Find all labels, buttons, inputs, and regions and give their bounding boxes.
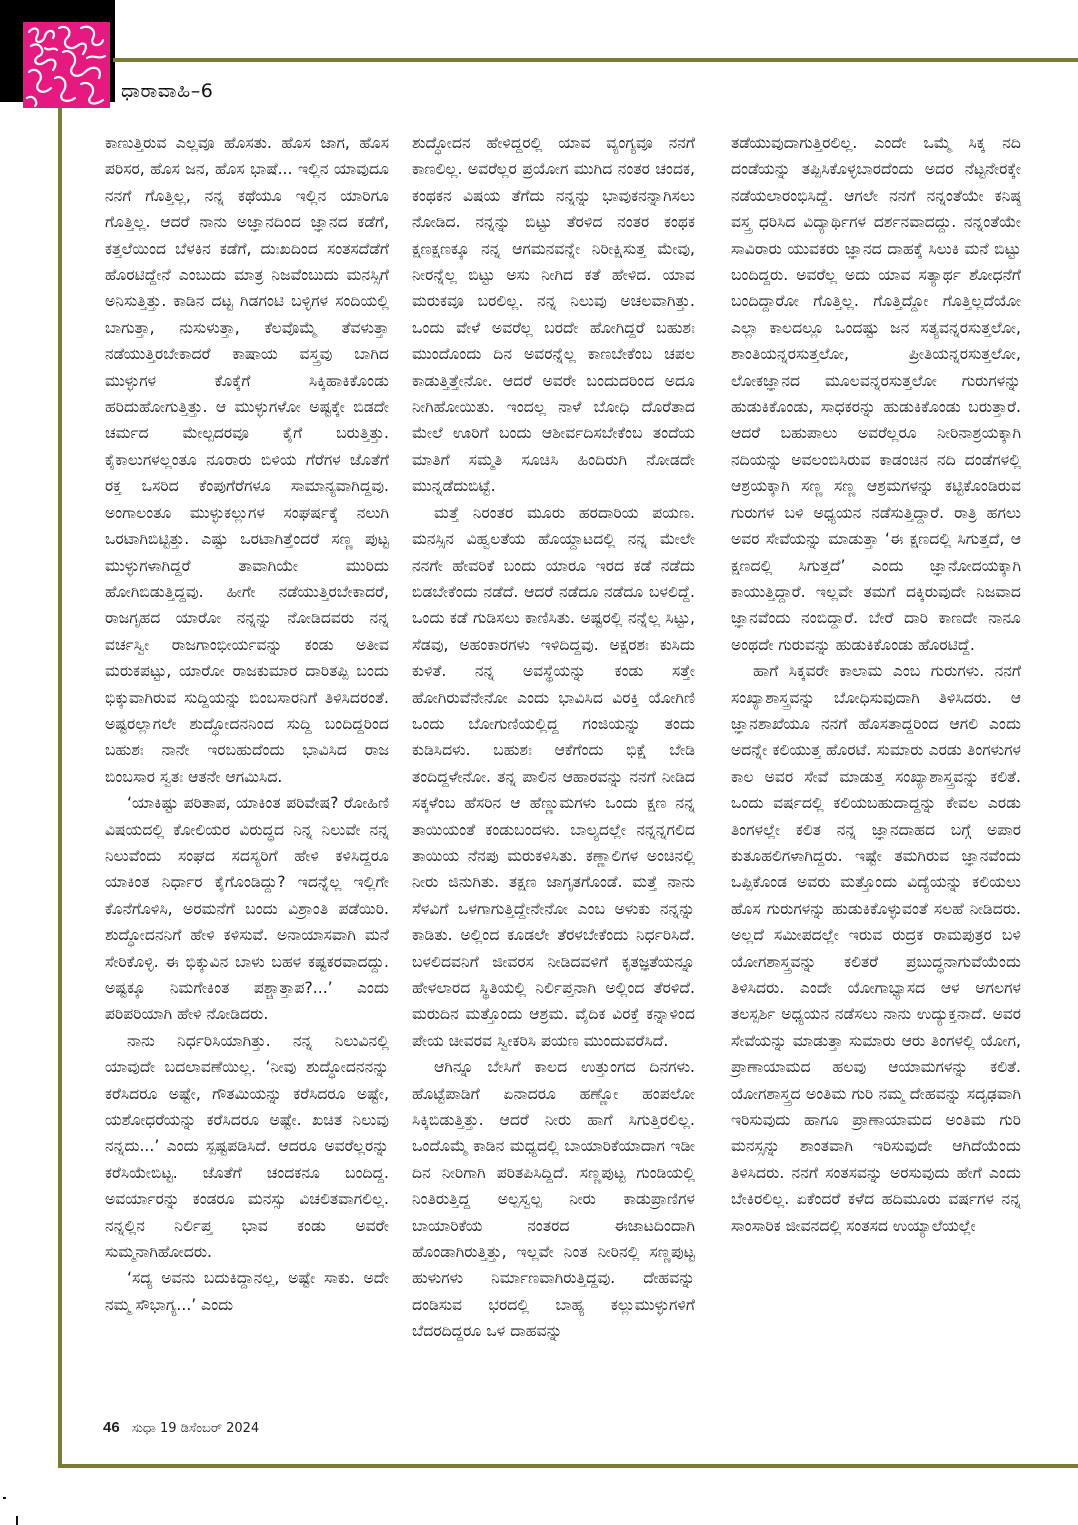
crop-mark <box>3 1497 6 1499</box>
paragraph: ‘ಸದ್ಯ ಅವನು ಬದುಕಿದ್ದಾನಲ್ಲ, ಅಷ್ಟೇ ಸಾಕು. ಅದೇ ನಮ್ಮ ಸೌಭಾಗ್ಯ...’ ಎಂದು <box>105 1269 389 1314</box>
frame-top-rule <box>113 58 1078 62</box>
page-number: 46 <box>103 1419 120 1436</box>
magazine-name: ಸುಧಾ <box>131 1421 156 1436</box>
paragraph: ಕಾಣುತ್ತಿರುವ ಎಲ್ಲವೂ ಹೊಸತು. ಹೊಸ ಜಾಗ, ಹೊಸ ಪರಿಸರ, ಹೊಸ ಜನ, ಹೊಸ ಭಾಷೆ... ಇಲ್ಲಿನ ಯಾವುದೂ ನನಗೆ ಗೊತ್ತಿಲ್ಲ, ನನ್ನ ಕಥೆಯೂ ಇಲ್ಲಿನ ಯಾರಿಗೂ ಗೊತ್ತಿಲ್ಲ. ಆದರೆ ನಾನು ಅಜ್ಞಾನದಿಂದ ಜ್ಞಾನದ ಕಡೆಗೆ, ಕತ್ತಲೆಯಿಂದ ಬೆಳಕಿನ ಕಡೆಗೆ, ದುಃಖದಿಂದ ಸಂತಸದೆಡೆಗೆ ಹೊರಟಿದ್ದೇನೆ ಎಂಬುದು ಮಾತ್ರ ನಿಜವೆಂಬುದು ಮನಸ್ಸಿಗೆ ಅನಿಸುತ್ತಿತ್ತು. ಕಾಡಿನ ದಟ್ಟ ಗಿಡಗಂಟಿ ಬಳ್ಳಿಗಳ ಸಂದಿಯಲ್ಲಿ ಬಾಗುತ್ತಾ, ನುಸುಳುತ್ತಾ, ಕೆಲವೊಮ್ಮೆ ತೆವಳುತ್ತಾ ನಡೆಯುತ್ತಿರಬೇಕಾದರೆ ಕಾಷಾಯ ವಸ್ತ್ರವು ಬಾಗಿದ ಮುಳ್ಳುಗಳ ಕೊಕ್ಕೆಗೆ ಸಿಕ್ಕಿಹಾಕಿಕೊಂಡು ಹರಿದುಹೋಗುತ್ತಿತ್ತು. ಆ ಮುಳ್ಳುಗಳೋ ಅಷ್ಟಕ್ಕೇ ಬಿಡದೇ ಚರ್ಮದ ಮೇಲ್ಪದರವೂ ಕೈಗೆ ಬರುತ್ತಿತ್ತು. ಕೈಕಾಲುಗಳಲ್ಲಂತೂ ನೂರಾರು ಬಿಳಿಯ ಗೆರೆಗಳ ಜೊತೆಗೆ ರಕ್ತ ಒಸರಿದ ಕೆಂಪುಗೆರೆಗಳೂ ಸಾಮಾನ್ಯವಾಗಿದ್ದವು. ಅಂಗಾಲಂತೂ ಮುಳ್ಳುಕಲ್ಲುಗಳ ಸಂಘರ್ಷಕ್ಕೆ ನಲುಗಿ ಒರಟಾಗಿಬಿಟ್ಟಿತ್ತು. ಎಷ್ಟು ಒರಟಾಗಿತ್ತೆಂದರೆ ಸಣ್ಣ ಪುಟ್ಟ ಮುಳ್ಳುಗಳಾಗಿದ್ದರೆ ತಾವಾಗಿಯೇ ಮುರಿದು ಹೋಗಿಬಿಡುತ್ತಿದ್ದವು. ಹೀಗೇ ನಡೆಯುತ್ತಿರಬೇಕಾದರೆ, ರಾಜಗೃಹದ ಯಾರೋ ನನ್ನನ್ನು ನೋಡಿದವರು ನನ್ನ ವರ್ಚಸ್ವೀ ರಾಜಗಾಂಭೀರ್ಯವನ್ನು ಕಂಡು ಅತೀವ ಮರುಕಪಟ್ಟು, ಯಾರೋ ರಾಜಕುಮಾರ ದಾರಿತಪ್ಪಿ ಬಂದು ಭಿಕ್ಕುವಾಗಿರುವ ಸುದ್ದಿಯನ್ನು ಬಿಂಬಸಾರನಿಗೆ ತಿಳಿಸಿದರಂತೆ. ಅಷ್ಟರಲ್ಲಾಗಲೇ ಶುದ್ಧೋದನನಿಂದ ಸುದ್ದಿ ಬಂದಿದ್ದರಿಂದ ಬಹುಶಃ ನಾನೇ ಇರಬಹುದೆಂದು ಭಾವಿಸಿದ ರಾಜ ಬಿಂಬಸಾರ ಸ್ವತಃ ಆತನೇ ಆಗಮಿಸಿದ. <box>105 134 389 786</box>
paragraph: ಮತ್ತೆ ನಿರಂತರ ಮೂರು ಹರದಾರಿಯ ಪಯಣ. ಮನಸ್ಸಿನ ವಿಹ್ವಲತೆಯ ಹೊಯ್ದಾಟದಲ್ಲಿ ನನ್ನ ಮೇಲೇ ನನಗೇ ಹೇವರಿಕೆ ಬಂದು ಯಾರೂ ಇರದ ಕಡೆ ನಡೆದು ಬಿಡಬೇಕೆಂದು ನಡೆದೆ. ಆದರೆ ನಡೆದೂ ನಡೆದೂ ಬಳಲಿದ್ದೆ. ಒಂದು ಕಡೆ ಗುಡಿಸಲು ಕಾಣಿಸಿತು. ಅಷ್ಟರಲ್ಲಿ ನನ್ನೆಲ್ಲ ಸಿಟ್ಟು, ಸೆಡವು, ಅಹಂಕಾರಗಳು ಇಳಿದಿದ್ದವು. ಅಕ್ಷರಶಃ ಕುಸಿದು ಕುಳಿತೆ. ನನ್ನ ಅವಸ್ಥೆಯನ್ನು ಕಂಡು ಸತ್ತೇ ಹೋಗಿರುವೆನೇನೋ ಎಂದು ಭಾವಿಸಿದ ವಿರಕ್ತಿ ಯೋಗಿಣಿ ಒಂದು ಬೋಗುಣಿಯಲ್ಲಿದ್ದ ಗಂಜಿಯನ್ನು ತಂದು ಕುಡಿಸಿದಳು. ಬಹುಶಃ ಆಕೆಗೆಂದು ಭಿಕ್ಷೆ ಬೇಡಿ ತಂದಿದ್ದಳೇನೋ. ತನ್ನ ಪಾಲಿನ ಆಹಾರವನ್ನು ನನಗೆ ನೀಡಿದ ಸಕ್ಕಳೆಂಬ ಹೆಸರಿನ ಆ ಹೆಣ್ಣುಮಗಳು ಒಂದು ಕ್ಷಣ ನನ್ನ ತಾಯಿಯಂತೆ ಕಂಡುಬಂದಳು. ಬಾಲ್ಯದಲ್ಲೇ ನನ್ನನ್ನಗಲಿದ ತಾಯಿಯ ನೆನಪು ಮರುಕಳಿಸಿತು. ಕಣ್ಣಾಲಿಗಳ ಅಂಚಿನಲ್ಲಿ ನೀರು ಜಿನುಗಿತು. ತಕ್ಷಣ ಜಾಗೃತಗೊಂಡೆ. ಮತ್ತೆ ನಾನು ಸೆಳವಿಗೆ ಒಳಗಾಗುತ್ತಿದ್ದೇನೇನೋ ಎಂಬ ಅಳುಕು ನನ್ನನ್ನು ಕಾಡಿತು. ಅಲ್ಲಿಂದ ಕೂಡಲೇ ತೆರಳಬೇಕೆಂದು ನಿರ್ಧರಿಸಿದೆ. ಬಳಲಿದವನಿಗೆ ಜೀವರಸ ನೀಡಿದವಳಿಗೆ ಕೃತಜ್ಞತೆಯನ್ನೂ ಹೇಳಲಾರದ ಸ್ಥಿತಿಯಲ್ಲಿ ನಿರ್ಲಿಪ್ತನಾಗಿ ಅಲ್ಲಿಂದ ತೆರಳಿದೆ. ಮರುದಿನ ಮತ್ತೊಂದು ಆಶ್ರಮ. ವೈದಿಕ ವಿರಕ್ತೆ ಕನ್ನಾಳಿಂದ ಪೇಯ ಚೀವರವ ಸ್ವೀಕರಿಸಿ ಪಯಣ ಮುಂದುವರೆಸಿದೆ. <box>412 503 695 1050</box>
article-body <box>0 130 1078 1400</box>
paragraph: ತಡೆಯುವುದಾಗುತ್ತಿರಲಿಲ್ಲ. ಎಂದೇ ಒಮ್ಮೆ ಸಿಕ್ಕ ನದಿ ದಂಡೆಯನ್ನು ತಪ್ಪಿಸಿಕೊಳ್ಳಬಾರದೆಂದು ಅದರ ನೆಟ್ಟನೇರಕ್ಕೇ ನಡೆಯಲಾರಂಭಿಸಿದ್ದೆ. ಆಗಲೇ ನನಗೆ ನನ್ನಂತೆಯೇ ಕನಿಷ್ಠ ವಸ್ತ್ರ ಧರಿಸಿದ ವಿದ್ಯಾರ್ಥಿಗಳ ದರ್ಶನವಾದದ್ದು. ನನ್ನಂತೆಯೇ ಸಾವಿರಾರು ಯುವಕರು ಜ್ಞಾನದ ದಾಹಕ್ಕೆ ಸಿಲುಕಿ ಮನೆ ಬಿಟ್ಟು ಬಂದಿದ್ದರು. ಅವರೆಲ್ಲ ಅದು ಯಾವ ಸತ್ಯಾರ್ಥ ಶೋಧನೆಗೆ ಬಂದಿದ್ದಾರೋ ಗೊತ್ತಿಲ್ಲ. ಗೊತ್ತಿದ್ದೋ ಗೊತ್ತಿಲ್ಲದೆಯೋ ಎಲ್ಲಾ ಕಾಲದಲ್ಲೂ ಒಂದಷ್ಟು ಜನ ಸತ್ಯವನ್ನರಸುತ್ತಲೋ, ಶಾಂತಿಯನ್ನರಸುತ್ತಲೋ, ಪ್ರೀತಿಯನ್ನರಸುತ್ತಲೋ, ಲೋಕಜ್ಞಾನದ ಮೂಲವನ್ನರಸುತ್ತಲೋ ಗುರುಗಳನ್ನು ಹುಡುಕಿಕೊಂಡು, ಸಾಧಕರನ್ನು ಹುಡುಕಿಕೊಂಡು ಬರುತ್ತಾರೆ. ಆದರೆ ಬಹುಪಾಲು ಅವರೆಲ್ಲರೂ ನೀರಿನಾಶ್ರಯಕ್ಕಾಗಿ ನದಿಯನ್ನು ಅವಲಂಬಿಸಿರುವ ಕಾಡಂಚಿನ ನದಿ ದಂಡೆಗಳಲ್ಲಿ ಆಶ್ರಯಕ್ಕಾಗಿ ಸಣ್ಣ ಸಣ್ಣ ಆಶ್ರಮಗಳನ್ನು ಕಟ್ಟಿಕೊಂಡಿರುವ ಗುರುಗಳ ಬಳಿ ಅಧ್ಯಯನ ನಡೆಸುತ್ತಿದ್ದಾರೆ. ರಾತ್ರಿ ಹಗಲು ಅವರ ಸೇವೆಯನ್ನು ಮಾಡುತ್ತಾ ‘ಈ ಕ್ಷಣದಲ್ಲಿ ಸಿಗುತ್ತದೆ, ಆ ಕ್ಷಣದಲ್ಲಿ ಸಿಗುತ್ತದೆ’ ಎಂದು ಜ್ಞಾನೋದಯಕ್ಕಾಗಿ ಕಾಯುತ್ತಿದ್ದಾರೆ. ಇಲ್ಲವೇ ತಮಗೆ ದಕ್ಕಿರುವುದೇ ನಿಜವಾದ ಜ್ಞಾನವೆಂದು ನಂಬಿದ್ದಾರೆ. ಬೇರೆ ದಾರಿ ಕಾಣದೇ ನಾನೂ ಅಂಥದೇ ಗುರುವನ್ನು ಹುಡುಕಿಕೊಂಡು ಹೊರಟಿದ್ದೆ. <box>731 134 1021 654</box>
frame-bottom-rule <box>58 1464 1078 1468</box>
paragraph: ಆಗಿನ್ನೂ ಬೇಸಿಗೆ ಕಾಲದ ಉತ್ತುಂಗದ ದಿನಗಳು. ಹೊಟ್ಟೆಪಾಡಿಗೆ ಏನಾದರೂ ಹಣ್ಣೋ ಹಂಪಲೋ ಸಿಕ್ಕಿಬಿಡುತ್ತಿತ್ತು. ಆದರೆ ನೀರು ಹಾಗೆ ಸಿಗುತ್ತಿರಲಿಲ್ಲ. ಒಂದೊಮ್ಮೆ ಕಾಡಿನ ಮಧ್ಯದಲ್ಲಿ ಬಾಯಾರಿಕೆಯಾದಾಗ ಇಡೀ ದಿನ ನೀರಿಗಾಗಿ ಪರಿತಪಿಸಿದ್ದಿದೆ. ಸಣ್ಣಪುಟ್ಟ ಗುಂಡಿಯಲ್ಲಿ ನಿಂತಿರುತ್ತಿದ್ದ ಅಲ್ಪಸ್ವಲ್ಪ ನೀರು ಕಾಡುಪ್ರಾಣಿಗಳ ಬಾಯಾರಿಕೆಯ ನಂತರದ ಈಜಾಟದಿಂದಾಗಿ ಹೊಂಡಾಗಿರುತ್ತಿತ್ತು, ಇಲ್ಲವೇ ನಿಂತ ನೀರಿನಲ್ಲಿ ಸಣ್ಣಪುಟ್ಟ ಹುಳುಗಳು ನಿರ್ಮಾಣವಾಗಿರುತ್ತಿದ್ದವು. ದೇಹವನ್ನು ದಂಡಿಸುವ ಭರದಲ್ಲಿ ಬಾಹ್ಯ ಕಲ್ಲುಮುಳ್ಳುಗಳಿಗೆ ಬೆದರದಿದ್ದರೂ ಒಳ ದಾಹವನ್ನು <box>412 1058 695 1341</box>
article-column-2 <box>412 130 695 1345</box>
section-title: ಧಾರಾವಾಹಿ–6 <box>121 80 214 102</box>
paragraph: ಹಾಗೆ ಸಿಕ್ಕವರೇ ಕಾಲಾಮ ಎಂಬ ಗುರುಗಳು. ನನಗೆ ಸಂಖ್ಯಾಶಾಸ್ತ್ರವನ್ನು ಬೋಧಿಸುವುದಾಗಿ ತಿಳಿಸಿದರು. ಆ ಜ್ಞಾನಶಾಖೆಯೂ ನನಗೆ ಹೊಸತಾದ್ದರಿಂದ ಆಗಲಿ ಎಂದು ಅದನ್ನೇ ಕಲಿಯುತ್ತ ಹೊರಟೆ. ಸುಮಾರು ಎರಡು ತಿಂಗಳುಗಳ ಕಾಲ ಅವರ ಸೇವೆ ಮಾಡುತ್ತ ಸಂಖ್ಯಾಶಾಸ್ತ್ರವನ್ನು ಕಲಿತೆ. ಒಂದು ವರ್ಷದಲ್ಲಿ ಕಲಿಯಬಹುದಾದ್ದನ್ನು ಕೇವಲ ಎರಡು ತಿಂಗಳಲ್ಲೇ ಕಲಿತ ನನ್ನ ಜ್ಞಾನದಾಹದ ಬಗ್ಗೆ ಅಪಾರ ಕುತೂಹಲಿಗಳಾಗಿದ್ದರು. ಇಷ್ಟೇ ತಮಗಿರುವ ಜ್ಞಾನವೆಂದು ಒಪ್ಪಿಕೊಂಡ ಅವರು ಮತ್ತೊಂದು ವಿದ್ಯೆಯನ್ನು ಕಲಿಯಲು ಹೊಸ ಗುರುಗಳನ್ನು ಹುಡುಕಿಕೊಳ್ಳುವಂತೆ ಸಲಹೆ ನೀಡಿದರು. ಅಲ್ಲದೆ ಸಮೀಪದಲ್ಲೇ ಇರುವ ರುದ್ರಕ ರಾಮಪುತ್ರರ ಬಳಿ ಯೋಗಶಾಸ್ತ್ರವನ್ನು ಕಲಿತರೆ ಪ್ರಬುದ್ಧನಾಗುವೆಯೆಂದು ತಿಳಿಸಿದರು. ಎಂದೇ ಯೋಗಾಭ್ಯಾಸದ ಆಳ ಅಗಲಗಳ ತಲಸ್ಪರ್ಶಿ ಅಧ್ಯಯನ ನಡೆಸಲು ನಾನು ಉದ್ಯುಕ್ತನಾದೆ. ಅವರ ಸೇವೆಯನ್ನು ಮಾಡುತ್ತಾ ಸುಮಾರು ಆರು ತಿಂಗಳಲ್ಲಿ ಯೋಗ, ಪ್ರಾಣಾಯಾಮದ ಹಲವು ಆಯಾಮಗಳನ್ನು ಕಲಿತೆ. ಯೋಗಶಾಸ್ತ್ರದ ಅಂತಿಮ ಗುರಿ ನಮ್ಮ ದೇಹವನ್ನು ಸದೃಢವಾಗಿ ಇರಿಸುವುದು ಹಾಗೂ ಪ್ರಾಣಾಯಾಮದ ಅಂತಿಮ ಗುರಿ ಮನಸ್ಸನ್ನು ಶಾಂತವಾಗಿ ಇರಿಸುವುದೇ ಆಗಿದೆಯೆಂದು ತಿಳಿಸಿದರು. ನನಗೆ ಸಂತಸವನ್ನು ಅರಸುವುದು ಹೇಗೆ ಎಂದು ಬೇಕಿರಲಿಲ್ಲ. ಏಕೆಂದರೆ ಕಳೆದ ಹದಿಮೂರು ವರ್ಷಗಳ ನನ್ನ ಸಾಂಸಾರಿಕ ಜೀವನದಲ್ಲಿ ಸಂತಸದ ಉಯ್ಯಾಲೆಯಲ್ಲೇ <box>731 662 1021 1235</box>
crop-mark <box>16 1516 18 1525</box>
paragraph: ‘ಯಾಕಿಷ್ಟು ಪರಿತಾಪ, ಯಾಕಿಂತ ಪರಿವೇಷ? ರೋಹಿಣಿ ವಿಷಯದಲ್ಲಿ ಕೋಲಿಯರ ವಿರುದ್ಧದ ನಿನ್ನ ನಿಲುವೇ ನನ್ನ ನಿಲುವೆಂದು ಸಂಘದ ಸದಸ್ಯರಿಗೆ ಹೇಳಿ ಕಳಿಸಿದ್ದರೂ ಯಾಕಿಂತ ನಿರ್ಧಾರ ಕೈಗೊಂಡಿದ್ದು? ಇದನ್ನೆಲ್ಲ ಇಲ್ಲಿಗೇ ಕೊನೆಗೊಳಿಸಿ, ಅರಮನೆಗೆ ಬಂದು ವಿಶ್ರಾಂತಿ ಪಡೆಯಿರಿ. ಶುದ್ಧೋದನನಿಗೆ ಹೇಳಿ ಕಳಿಸುವೆ. ಅನಾಯಾಸವಾಗಿ ಮನೆ ಸೇರಿಕೊಳ್ಳಿ. ಈ ಭಿಕ್ಕುವಿನ ಬಾಳು ಬಹಳ ಕಷ್ಟಕರವಾದದ್ದು. ಅಷ್ಟಕ್ಕೂ ನಿಮಗೇಕಿಂತ ಪಶ್ಚಾತ್ತಾಪ?...’ ಎಂದು ಪರಿಪರಿಯಾಗಿ ಹೇಳಿ ನೋಡಿದರು. <box>105 794 389 1024</box>
paragraph: ನಾನು ನಿರ್ಧರಿಸಿಯಾಗಿತ್ತು. ನನ್ನ ನಿಲುವಿನಲ್ಲಿ ಯಾವುದೇ ಬದಲಾವಣೆಯಿಲ್ಲ. ‘ನೀವು ಶುದ್ಧೋದನನನ್ನು ಕರೆಸಿದರೂ ಅಷ್ಟೇ, ಗೌತಮಿಯನ್ನು ಕರೆಸಿದರೂ ಅಷ್ಟೇ, ಯಶೋಧರೆಯನ್ನು ಕರೆಸಿದರೂ ಅಷ್ಟೇ. ಖಚಿತ ನಿಲುವು ನನ್ನದು...’ ಎಂದು ಸ್ಪಷ್ಟಪಡಿಸಿದೆ. ಆದರೂ ಅವರೆಲ್ಲರನ್ನು ಕರೆಸಿಯೇಬಿಟ್ಟ. ಜೊತೆಗೆ ಚಂದಕನೂ ಬಂದಿದ್ದ. ಅವರ್ಯಾರನ್ನು ಕಂಡರೂ ಮನಸ್ಸು ವಿಚಲಿತವಾಗಲಿಲ್ಲ. ನನ್ನಲ್ಲಿನ ನಿರ್ಲಿಪ್ತ ಭಾವ ಕಂಡು ಅವರೇ ಸುಮ್ಮನಾಗಿಹೋದರು. <box>105 1031 389 1262</box>
page-footer <box>103 1419 259 1436</box>
paragraph: ಶುದ್ಧೋದನ ಹೇಳಿದ್ದರಲ್ಲಿ ಯಾವ ವ್ಯಂಗ್ಯವೂ ನನಗೆ ಕಾಣಲಿಲ್ಲ. ಅವರೆಲ್ಲರ ಪ್ರಯೋಗ ಮುಗಿದ ನಂತರ ಚಂದಕ, ಕಂಥಕನ ವಿಷಯ ತೆಗೆದು ನನ್ನನ್ನು ಭಾವುಕನನ್ನಾಗಿಸಲು ನೋಡಿದ. ನನ್ನನ್ನು ಬಿಟ್ಟು ತೆರಳಿದ ನಂತರ ಕಂಥಕ ಕ್ಷಣಕ್ಷಣಕ್ಕೂ ನನ್ನ ಆಗಮನವನ್ನೇ ನಿರೀಕ್ಷಿಸುತ್ತ ಮೇವು, ನೀರನ್ನೆಲ್ಲ ಬಿಟ್ಟು ಅಸು ನೀಗಿದ ಕತೆ ಹೇಳಿದ. ಯಾವ ಮರುಕವೂ ಬರಲಿಲ್ಲ. ನನ್ನ ನಿಲುವು ಅಚಲವಾಗಿತ್ತು. ಒಂದು ವೇಳೆ ಅವರೆಲ್ಲ ಬರದೇ ಹೋಗಿದ್ದರೆ ಬಹುಶಃ ಮುಂದೊಂದು ದಿನ ಅವರನ್ನೆಲ್ಲ ಕಾಣಬೇಕೆಂಬ ಚಪಲ ಕಾಡುತ್ತಿತ್ತೇನೋ. ಆದರೆ ಅವರೇ ಬಂದುದರಿಂದ ಅದೂ ನೀಗಿಹೋಯಿತು. ಇಂದಲ್ಲ ನಾಳೆ ಬೋಧಿ ದೊರೆತಾದ ಮೇಲೆ ಊರಿಗೆ ಬಂದು ಆಶೀರ್ವದಿಸಬೇಕೆಂಬ ತಂದೆಯ ಮಾತಿಗೆ ಸಮ್ಮತಿ ಸೂಚಿಸಿ ಹಿಂದಿರುಗಿ ನೋಡದೇ ಮುನ್ನಡೆದುಬಿಟ್ಟೆ. <box>412 134 695 496</box>
article-column-3 <box>731 130 1021 1239</box>
pink-squiggle-logo-icon <box>23 22 110 108</box>
article-column-1 <box>105 130 389 1318</box>
issue-date: 19 ಡಿಸೆಂಬರ್ 2024 <box>160 1421 260 1436</box>
